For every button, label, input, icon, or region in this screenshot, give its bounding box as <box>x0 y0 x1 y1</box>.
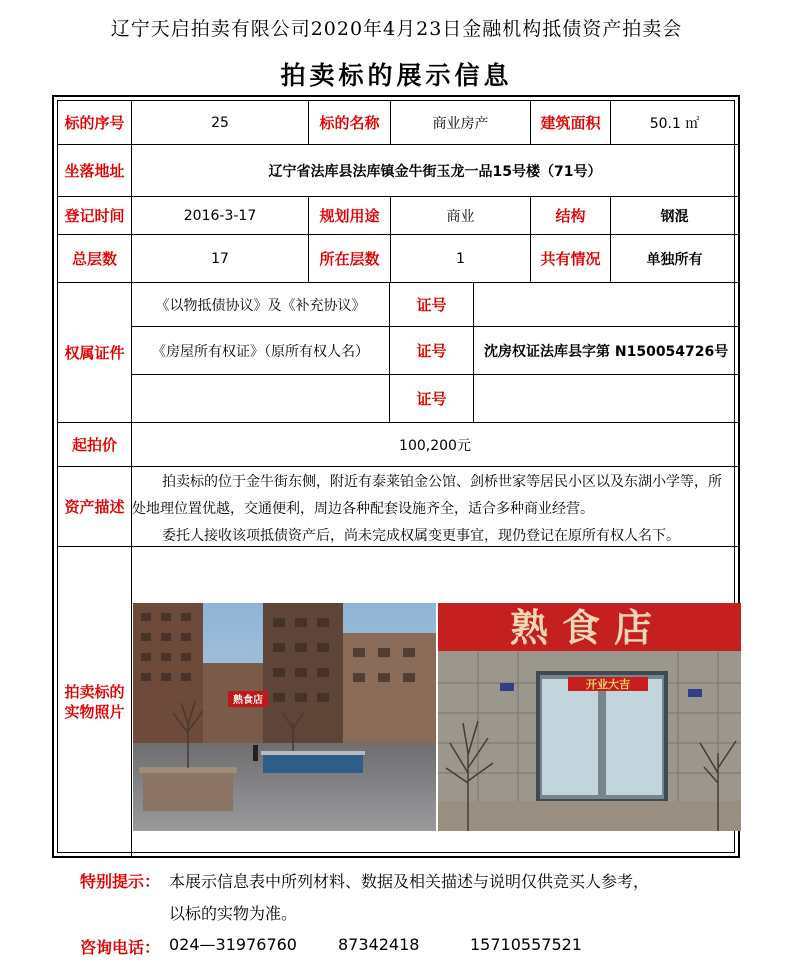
cert-name-1: 《以物抵债协议》及《补充协议》 <box>132 283 390 327</box>
structure-label: 结构 <box>531 197 611 235</box>
table-grid <box>57 100 735 853</box>
floor-label: 所在层数 <box>309 235 391 283</box>
use-label: 规划用途 <box>309 197 391 235</box>
photo-label <box>58 547 132 856</box>
floor-value: 1 <box>391 235 531 283</box>
desc-paragraph-1: 拍卖标的位于金牛街东侧，附近有泰莱铂金公馆、剑桥世家等居民小区以及东湖小学等，所处地理位置优越，交通便利，周边各种配套设施齐全，适合多种商业经营。 <box>132 474 722 517</box>
photo-shopfront <box>438 603 741 831</box>
shopfront-photo-image <box>438 603 741 831</box>
desc-paragraph-2: 委托人接收该项抵债资产后，尚未完成权属变更事宜，现仍登记在原所有权人名下。 <box>162 528 680 544</box>
page-title: 拍卖标的展示信息 <box>280 61 513 90</box>
svg-text:熟食店: 熟食店 <box>233 695 263 706</box>
use-value: 商业 <box>391 197 531 235</box>
cert-no-label-2: 证号 <box>390 327 474 375</box>
plaza-photo-image <box>133 603 436 831</box>
shop-sign-text: 熟食店 <box>509 606 667 650</box>
title-cert-label: 权属证件 <box>58 283 132 423</box>
notice-label: 特别提示： <box>80 872 161 891</box>
reg-time-value: 2016-3-17 <box>132 197 309 235</box>
notice-line-2: 以标的实物为准。 <box>169 904 298 923</box>
floors-value: 17 <box>132 235 309 283</box>
area-value: 50.1 ㎡ <box>611 101 738 145</box>
lot-name-label: 标的名称 <box>309 101 391 145</box>
cert-name-2: 《房屋所有权证》（原所有权人名） <box>132 327 390 375</box>
cert-no-value-1 <box>474 283 738 327</box>
address-value: 辽宁省法库县法库镇金牛街玉龙一品15号楼（71号） <box>132 145 738 197</box>
auction-title: 辽宁天启拍卖有限公司2020年4月23日金融机构抵债资产拍卖会 <box>110 18 683 40</box>
phone-label: 咨询电话： <box>80 938 161 957</box>
share-label: 共有情况 <box>531 235 611 283</box>
photo-plaza <box>133 603 436 831</box>
banner-text: 开业大吉 <box>586 678 630 691</box>
cert-no-label-1: 证号 <box>390 283 474 327</box>
info-table <box>52 95 740 858</box>
desc-label: 资产描述 <box>58 467 132 547</box>
share-value: 单独所有 <box>611 235 738 283</box>
photo-label-line-2: 实物照片 <box>64 702 125 721</box>
asset-description <box>132 467 738 547</box>
phone-number-1: 024—31976760 <box>169 935 297 954</box>
structure-value: 钢混 <box>611 197 738 235</box>
lot-name-value: 商业房产 <box>391 101 531 145</box>
start-price-label: 起拍价 <box>58 423 132 467</box>
address-label: 坐落地址 <box>58 145 132 197</box>
phone-number-2: 87342418 <box>338 935 420 954</box>
reg-time-label: 登记时间 <box>58 197 132 235</box>
phone-number-3: 15710557521 <box>470 935 582 954</box>
cert-no-label-3: 证号 <box>390 375 474 423</box>
photo-label-line-1: 拍卖标的 <box>64 682 125 701</box>
start-price-value: 100,200元 <box>132 423 738 467</box>
area-label: 建筑面积 <box>531 101 611 145</box>
notice-line-1: 本展示信息表中所列材料、数据及相关描述与说明仅供竞买人参考， <box>169 872 650 891</box>
cert-no-value-2: 沈房权证法库县字第 N150054726号 <box>474 327 738 375</box>
lot-no-label: 标的序号 <box>58 101 132 145</box>
cert-name-3 <box>132 375 390 423</box>
lot-no-value: 25 <box>132 101 309 145</box>
cert-no-value-3 <box>474 375 738 423</box>
floors-label: 总层数 <box>58 235 132 283</box>
